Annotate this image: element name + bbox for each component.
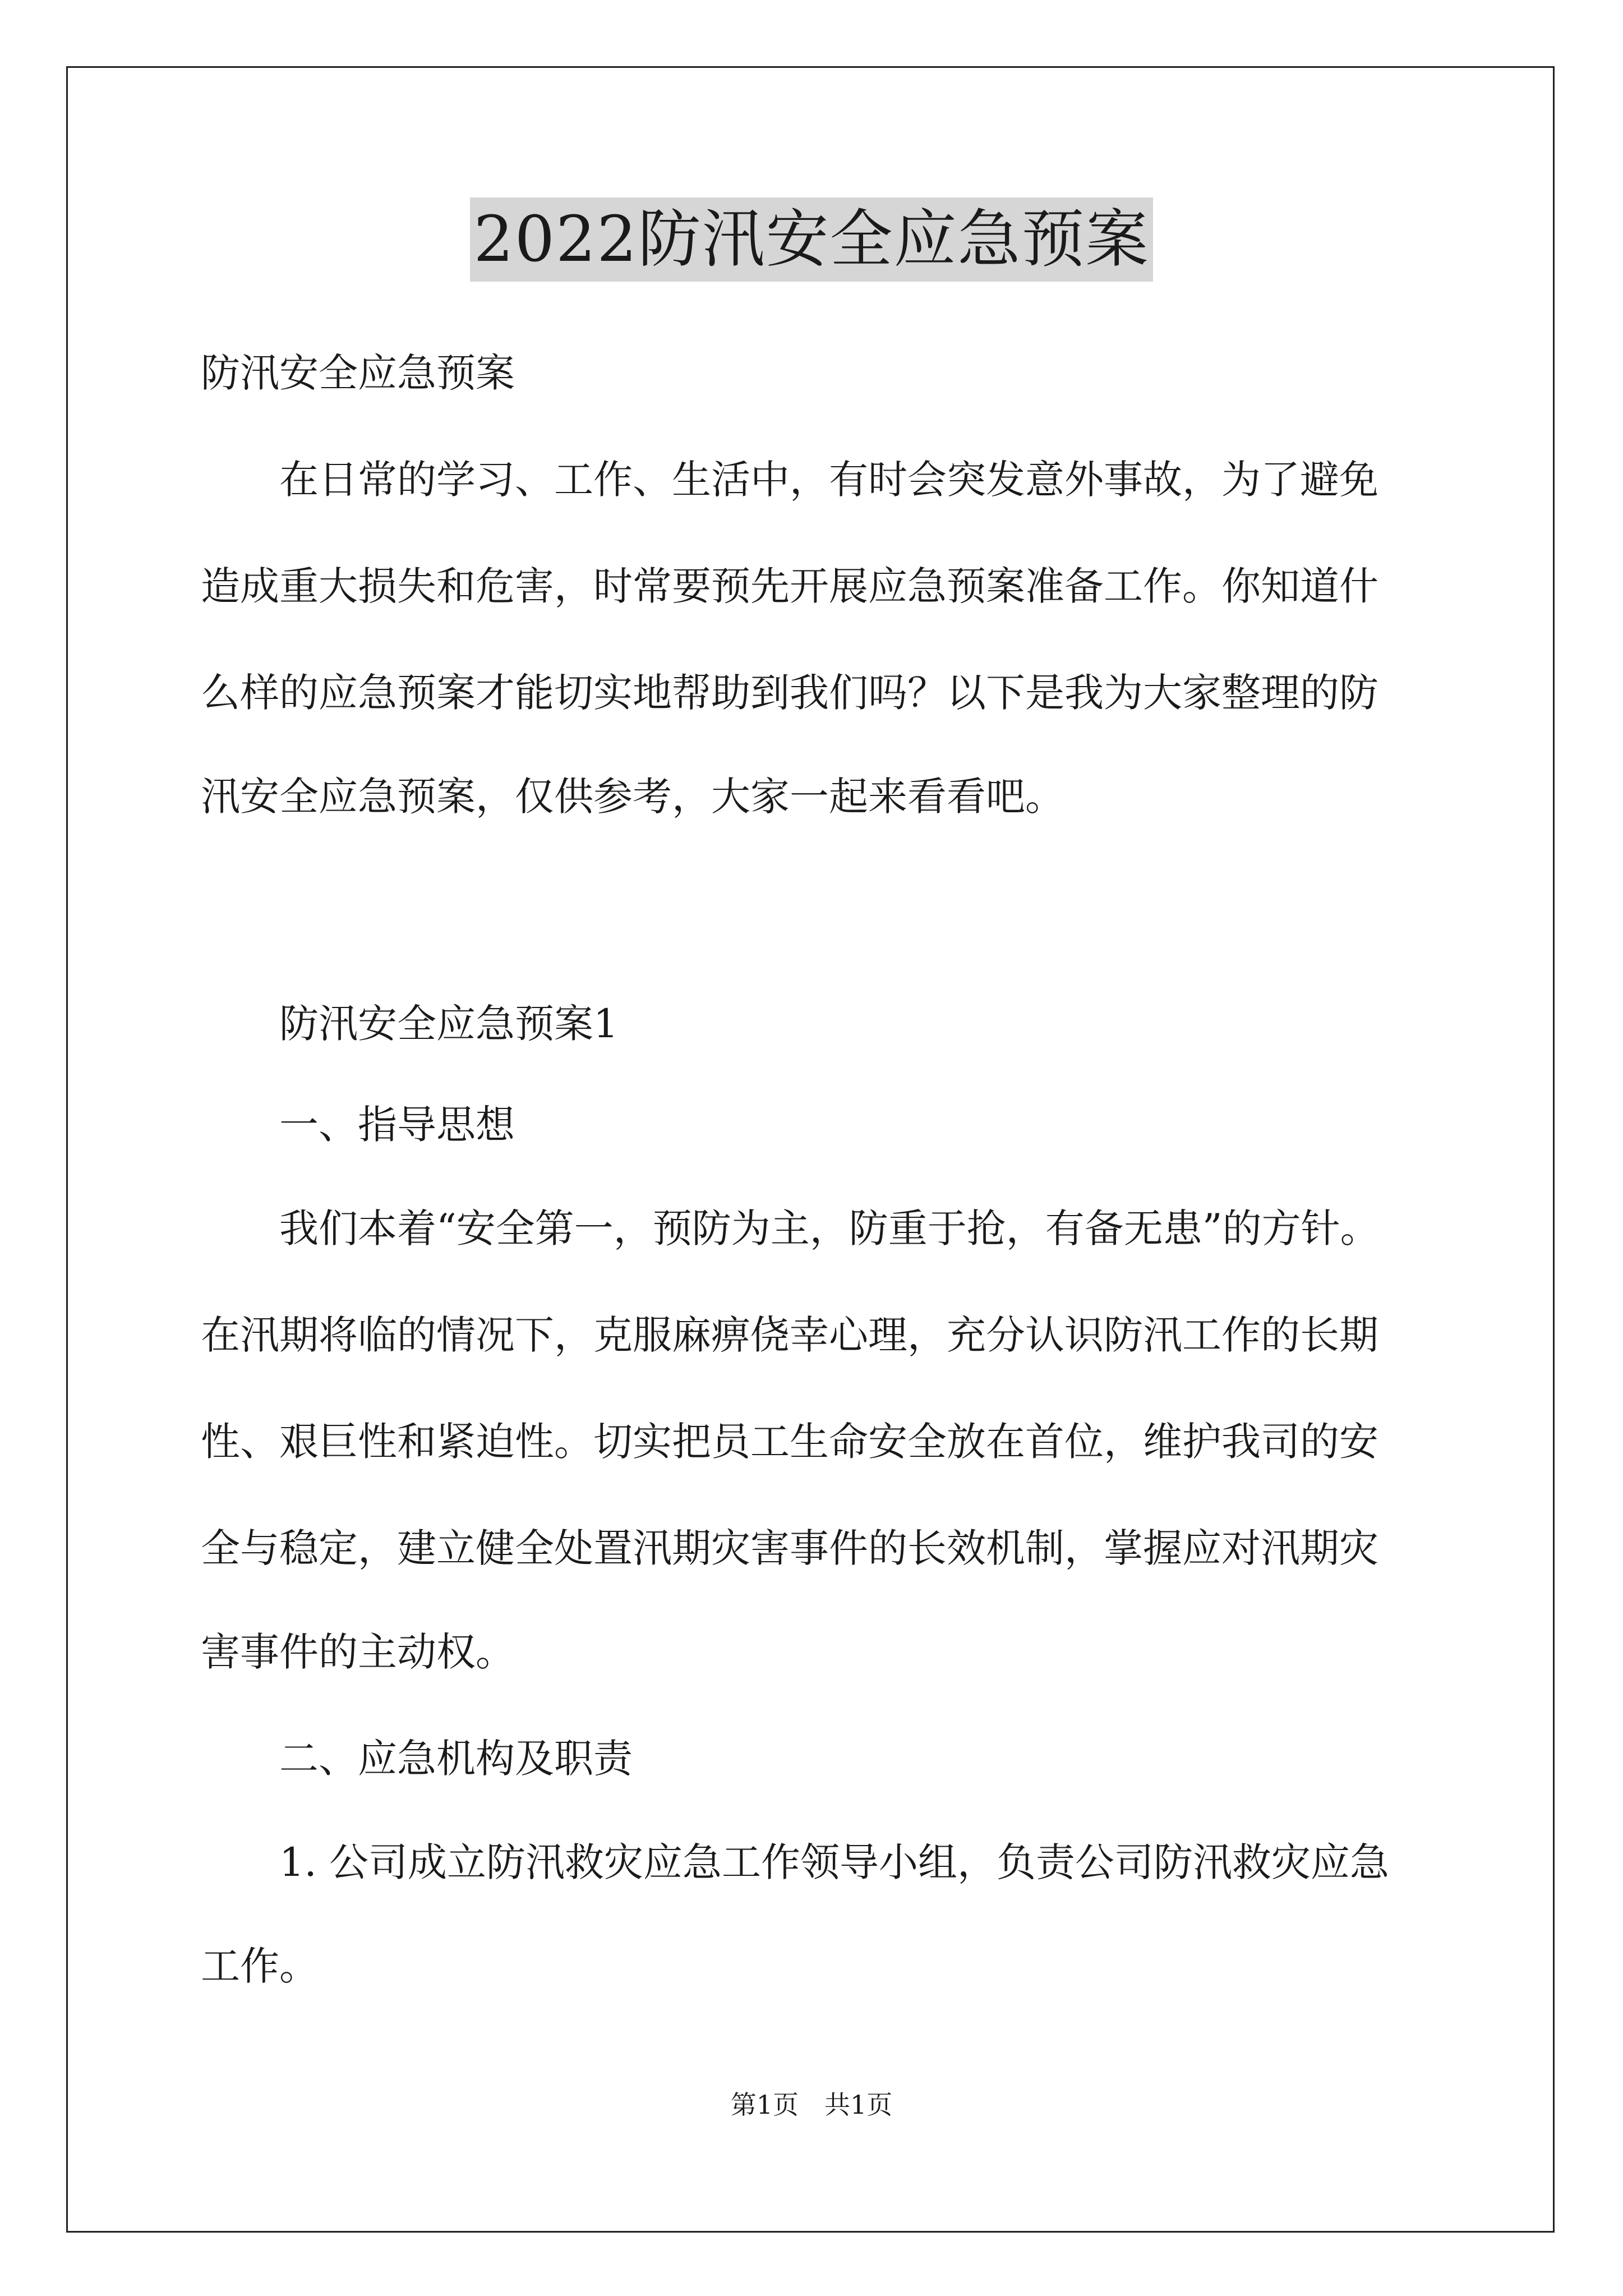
- page-footer: 第1页 共1页: [730, 2090, 893, 2120]
- intro-line: 么样的应急预案才能切实地帮助到我们吗？以下是我为大家整理的防: [201, 670, 1378, 716]
- paragraph-line: 在汛期将临的情况下，克服麻痹侥幸心理，充分认识防汛工作的长期: [201, 1312, 1378, 1358]
- paragraph-line: 性、艰巨性和紧迫性。切实把员工生命安全放在首位，维护我司的安: [201, 1419, 1378, 1465]
- section-title: 防汛安全应急预案1: [279, 1001, 619, 1047]
- paragraph-line: 工作。: [201, 1943, 319, 1989]
- document-title: 2022防汛安全应急预案: [470, 197, 1152, 282]
- document-subtitle: 防汛安全应急预案: [201, 350, 515, 396]
- title-container: [0, 197, 1623, 282]
- heading-guiding-thought: 一、指导思想: [279, 1102, 515, 1148]
- heading-emergency-organization: 二、应急机构及职责: [279, 1736, 633, 1782]
- paragraph-line: 1. 公司成立防汛救灾应急工作领导小组，负责公司防汛救灾应急: [279, 1839, 1390, 1885]
- paragraph-line: 害事件的主动权。: [201, 1629, 515, 1675]
- intro-line: 汛安全应急预案，仅供参考，大家一起来看看吧。: [201, 774, 1064, 820]
- paragraph-line: 我们本着“安全第一，预防为主，防重于抢，有备无患”的方针。: [279, 1205, 1380, 1251]
- intro-line: 造成重大损失和危害，时常要预先开展应急预案准备工作。你知道什: [201, 563, 1378, 609]
- intro-line: 在日常的学习、工作、生活中，有时会突发意外事故，为了避免: [279, 457, 1378, 503]
- paragraph-line: 全与稳定，建立健全处置汛期灾害事件的长效机制，掌握应对汛期灾: [201, 1525, 1378, 1571]
